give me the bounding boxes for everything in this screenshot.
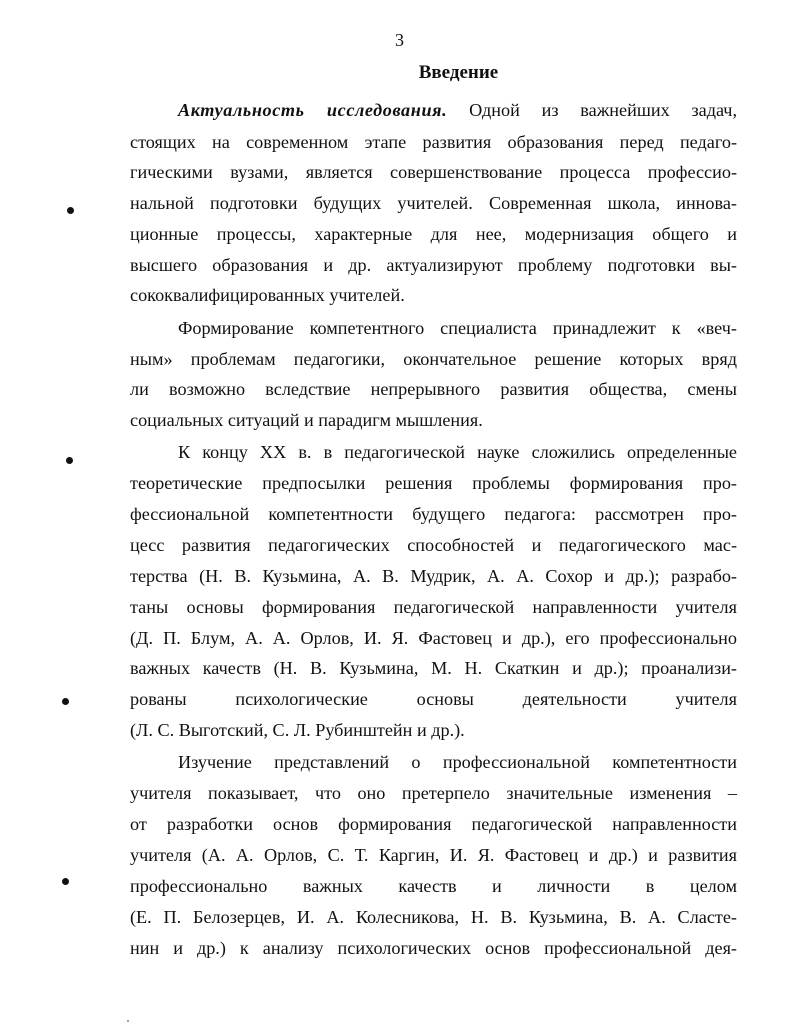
binding-hole-mark (67, 207, 74, 214)
text-line: гическими вузами, является совершенствование процесса профессио- (130, 162, 737, 182)
text-line: профессионально важных качеств и личности в целом (130, 876, 737, 896)
text-line: теоретические предпосылки решения проблемы формирования про- (130, 473, 737, 493)
text-line: Формирование компетентного специалиста принадлежит к «веч- (178, 318, 737, 338)
text-line: от разработки основ формирования педагогической направленности (130, 814, 737, 834)
text-line: социальных ситуаций и парадигм мышления. (130, 410, 483, 430)
binding-hole-mark (62, 698, 69, 705)
text-line: рованы психологические основы деятельности учителя (130, 689, 737, 709)
text-line: (Л. С. Выготский, С. Л. Рубинштейн и др.). (130, 720, 465, 740)
text-line: стоящих на современном этапе развития образования перед педаго- (130, 132, 737, 152)
lead-phrase: Актуальность исследования. (178, 100, 448, 120)
binding-hole-mark (66, 457, 73, 464)
text-line: цесс развития педагогических способностей и педагогического мас- (130, 535, 737, 555)
text-line: таны основы формирования педагогической направленности учителя (130, 597, 737, 617)
text-line: фессиональной компетентности будущего педагога: рассмотрен про- (130, 504, 737, 524)
text-line: (Е. П. Белозерцев, И. А. Колесникова, Н. В. Кузьмина, В. А. Сласте- (130, 907, 737, 927)
text-line: Изучение представлений о профессиональной компетентности (178, 752, 737, 772)
text-line: ционные процессы, характерные для нее, модернизация общего и (130, 224, 737, 244)
section-heading: Введение (418, 62, 499, 83)
text-line: К концу XX в. в педагогической науке сложились определенные (178, 442, 737, 462)
page-number: 3 (395, 30, 404, 50)
text-line: Актуальность исследования. Одной из важнейших задач, (178, 100, 738, 120)
text-line: учителя (А. А. Орлов, С. Т. Каргин, И. Я. Фастовец и др.) и развития (130, 845, 737, 865)
text-line: важных качеств (Н. В. Кузьмина, М. Н. Скаткин и др.); проанализи- (130, 658, 737, 678)
text-line: высшего образования и др. актуализируют проблему подготовки вы- (130, 255, 737, 275)
text-line: учителя показывает, что оно претерпело значительные изменения – (130, 783, 737, 803)
text-line: ли возможно вследствие непрерывного развития общества, смены (130, 379, 737, 399)
text-line: (Д. П. Блум, А. А. Орлов, И. Я. Фастовец и др.), его профессионально (130, 628, 737, 648)
text-line: ным» проблемам педагогики, окончательное решение которых вряд (130, 349, 737, 369)
text-line: терства (Н. В. Кузьмина, А. В. Мудрик, А. А. Сохор и др.); разрабо- (130, 566, 737, 586)
binding-hole-mark (62, 878, 69, 885)
scan-speck (127, 1020, 129, 1022)
text-line: сококвалифицированных учителей. (130, 285, 405, 305)
text-line: нин и др.) к анализу психологических основ профессиональной дея- (130, 938, 737, 958)
text-line: нальной подготовки будущих учителей. Современная школа, иннова- (130, 193, 737, 213)
